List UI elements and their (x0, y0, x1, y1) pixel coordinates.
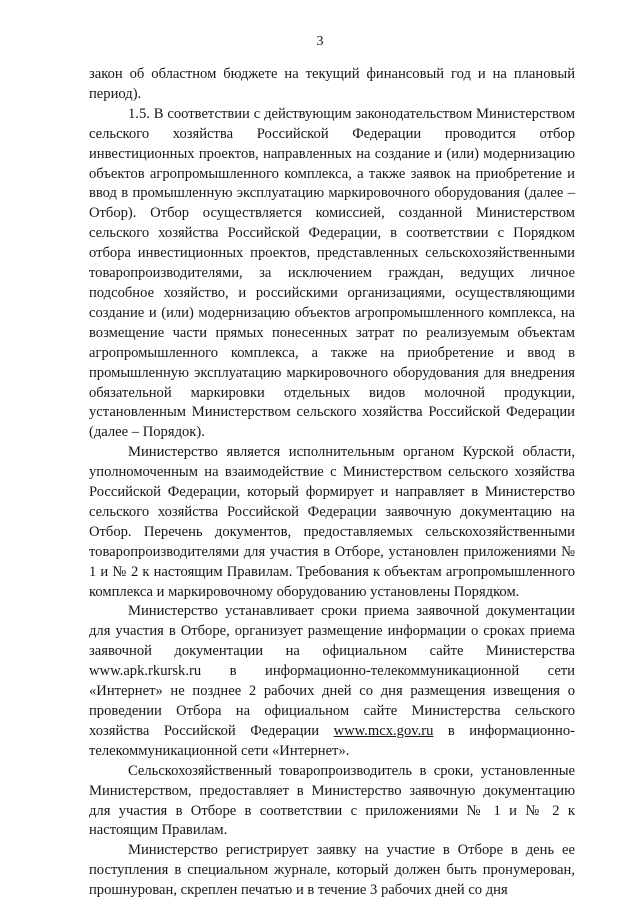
page-number: 3 (316, 34, 324, 49)
document-body (89, 65, 575, 901)
paragraph-budget-law-continuation: закон об областном бюджете на текущий финансовый год и на плановый период). (89, 66, 575, 102)
mcx-website-link[interactable]: www.mcx.gov.ru (333, 722, 434, 739)
paragraph-application-deadlines-text: Министерство устанавливает сроки приема заявочной документации для участия в Отборе, организует размещение информации о сроках приема заявочной документации на официальном сайте Министерства www.apk.rkursk.ru в информационно-телекоммуникационной сети «Интернет» не позднее 2 рабочих дней со дня размещения извещения о проведении Отбора на официальном сайте Министерства сельского хозяйства Российской Федерации (89, 603, 575, 739)
paragraph-producer-submission: Сельскохозяйственный товаропроизводитель в сроки, установленные Министерством, предоставляет в Министерство заявочную документацию для участия в Отборе в соответствии с приложениями № 1 и № 2 к настоящим Правилам. (89, 762, 575, 839)
paragraph-application-deadlines (89, 602, 575, 761)
paragraph-1-5-selection: 1.5. В соответствии с действующим законодательством Министерством сельского хозяйства Российской Федерации проводится отбор инвестиционных проектов, направленных на создание и (или) модернизацию объектов агропромышленного комплекса, а также заявок на приобретение и ввод в промышленную эксплуатацию маркировочного оборудования (далее – Отбор). Отбор осуществляется комиссией, созданной Министерством сельского хозяйства Российской Федерации, в соответствии с Порядком отбора инвестиционных проектов, представленных сельскохозяйственными товаропроизводителями, за исключением граждан, ведущих личное подсобное хозяйство, и российскими организациями, осуществляющими создание и (или) модернизацию объектов агропромышленного комплекса, на возмещение части прямых понесенных затрат по реализуемым объектам агропромышленного комплекса, а также на приобретение и ввод в промышленную эксплуатацию маркировочного оборудования для внедрения обязательной маркировки отдельных видов молочной продукции, установленным Министерством сельского хозяйства Российской Федерации (далее – Порядок). (89, 105, 575, 441)
paragraph-application-deadlines-ending: в информационно-телекоммуникационной сети «Интернет». (89, 722, 575, 759)
paragraph-registration: Министерство регистрирует заявку на участие в Отборе в день ее поступления в специальном журнале, который должен быть пронумерован, прошнурован, скреплен печатью и в течение 3 рабочих дней со дня (89, 842, 575, 899)
paragraph-ministry-authority: Министерство является исполнительным органом Курской области, уполномоченным на взаимодействие с Министерством сельского хозяйства Российской Федерации, который формирует и направляет в Министерство сельского хозяйства Российской Федерации заявочную документацию на Отбор. Перечень документов, предоставляемых сельскохозяйственными товаропроизводителями для участия в Отборе, установлен приложениями № 1 и № 2 к настоящим Правилам. Требования к объектам агропромышленного комплекса и маркировочному оборудованию установлены Порядком. (89, 444, 575, 600)
